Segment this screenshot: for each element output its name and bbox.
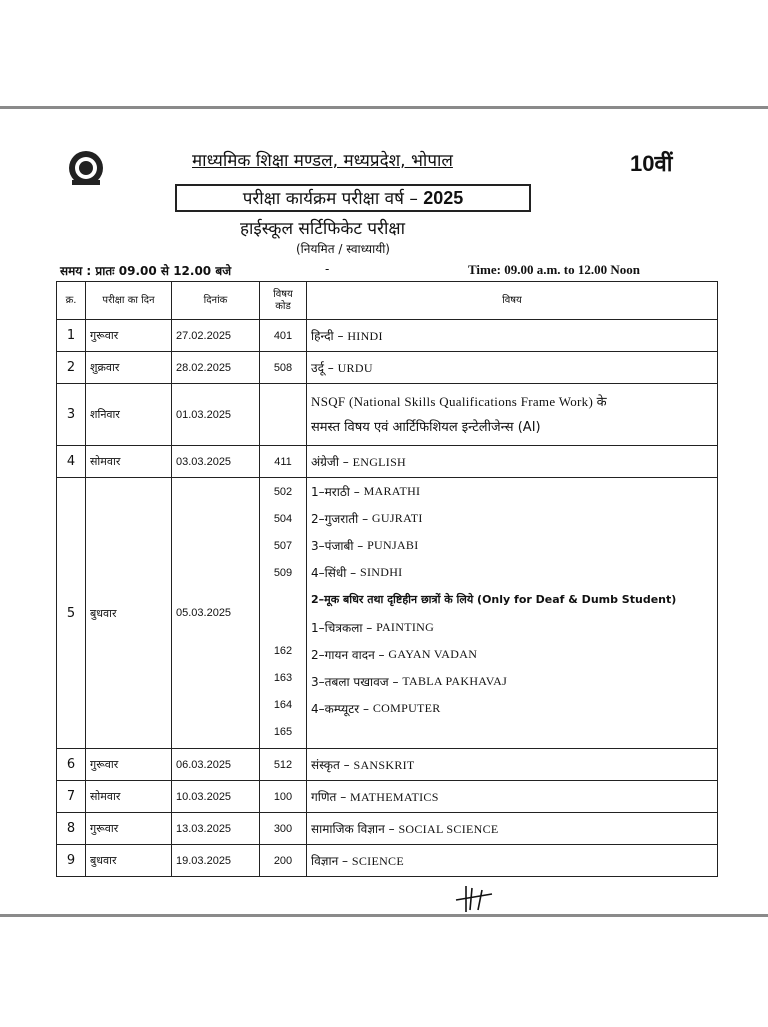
row-subject [307,320,718,352]
row-date: 28.02.2025 [172,352,260,384]
subject-english: MARATHI [363,484,421,498]
row-subject [307,845,718,877]
header-code: विषय कोड [260,282,307,320]
subject-hindi: 2–गुजराती – [311,512,369,526]
row-subject [307,352,718,384]
row-day: गुरूवार [86,320,172,352]
subject-english: PUNJABI [367,538,419,552]
row-codes [260,478,307,749]
header-subject: विषय [307,282,718,320]
subject-hindi: 3–तबला पखावज – [311,675,399,689]
code-cell: 165 [273,725,293,738]
bottom-margin [0,914,768,1027]
row-day: गुरूवार [86,813,172,845]
subject-hindi: संस्कृत – [311,758,350,772]
row-code: 512 [260,749,307,781]
exam-subtitle: हाईस्कूल सर्टिफिकेट परीक्षा [240,219,405,239]
code-cell: 162 [273,644,293,657]
table-row [57,384,718,446]
exam-year: 2025 [423,188,464,208]
code-cell: 507 [273,539,293,552]
subject-hindi: 1–चित्रकला – [311,621,373,635]
row-day: बुधवार [86,845,172,877]
list-item [311,695,713,722]
subject-english: TABLA PAKHAVAJ [402,674,508,688]
table-row [57,478,718,749]
table-row [57,845,718,877]
row-day: सोमवार [86,781,172,813]
row-date: 19.03.2025 [172,845,260,877]
list-item [311,478,713,505]
subject-english: COMPUTER [372,701,441,715]
subject-english: SOCIAL SCIENCE [398,822,499,836]
row-sr: 8 [57,813,86,845]
row-code [260,384,307,446]
row-day: सोमवार [86,446,172,478]
deaf-dumb-note: 2–मूक बधिर तथा दृष्टिहीन छात्रों के लिये (Only for Deaf & Dumb Student) [311,593,677,606]
subject-english: SINDHI [360,565,403,579]
top-margin [0,0,768,109]
list-item [311,505,713,532]
subject-hindi: 4–कम्प्यूटर – [311,702,370,716]
code-cell: 163 [273,671,293,684]
row-subjects [307,478,718,749]
table-row [57,781,718,813]
subject-english: MATHEMATICS [350,790,439,804]
row-day: शनिवार [86,384,172,446]
row-sr: 4 [57,446,86,478]
time-english: Time: 09.00 a.m. to 12.00 Noon [468,262,641,277]
row-sr: 6 [57,749,86,781]
row-code: 508 [260,352,307,384]
row-date: 13.03.2025 [172,813,260,845]
subject-hindi: उर्दू – [311,361,334,375]
row-code: 200 [260,845,307,877]
list-item [311,668,713,695]
row-date: 05.03.2025 [172,478,260,749]
subject-english: SANSKRIT [353,758,415,772]
row-date: 10.03.2025 [172,781,260,813]
subject-hindi: विज्ञान – [311,854,349,868]
list-item [311,614,713,641]
list-item [311,559,713,586]
time-hindi: समय : प्रातः 09.00 से 12.00 बजे [60,264,232,278]
list-item [311,641,713,668]
code-cell: 164 [273,698,293,711]
exam-title-text: परीक्षा कार्यक्रम परीक्षा वर्ष – [242,189,418,209]
subject-hindi: 2–गायन वादन – [311,648,385,662]
row-sr: 7 [57,781,86,813]
row-code: 300 [260,813,307,845]
class-label: 10वीं [630,151,673,176]
code-cell: 509 [273,566,293,579]
subject-english: HINDI [347,329,383,343]
row-day: गुरूवार [86,749,172,781]
row-sr: 3 [57,384,86,446]
row-date: 03.03.2025 [172,446,260,478]
subject-hindi: अंग्रेजी – [311,455,349,469]
row-subject [307,813,718,845]
subject-english: SCIENCE [351,854,404,868]
signature-mark [452,884,496,914]
row-date: 27.02.2025 [172,320,260,352]
board-name: माध्यमिक शिक्षा मण्डल, मध्यप्रदेश, भोपाल [192,151,453,171]
subject-hindi: सामाजिक विज्ञान – [311,822,395,836]
row-sr: 9 [57,845,86,877]
table-row [57,352,718,384]
row-code: 401 [260,320,307,352]
subject-hindi: 4–सिंधी – [311,566,357,580]
row-day: शुक्रवार [86,352,172,384]
subject-english: URDU [337,361,373,375]
table-row [57,446,718,478]
row-date: 01.03.2025 [172,384,260,446]
exam-schedule-table [56,281,718,877]
row-date: 06.03.2025 [172,749,260,781]
code-spacer [264,586,302,637]
table-row [57,813,718,845]
time-separator: - [325,262,330,276]
subject-hindi: 1–मराठी – [311,485,360,499]
exam-title [175,184,531,212]
row-sr: 1 [57,320,86,352]
header-sr: क्र. [57,282,86,320]
row-code: 100 [260,781,307,813]
header-day: परीक्षा का दिन [86,282,172,320]
row-subject [307,384,718,446]
row-subject [307,446,718,478]
board-emblem-icon [64,148,108,188]
row-subject [307,749,718,781]
header-date: दिनांक [172,282,260,320]
candidate-type-note: (नियमित / स्वाध्यायी) [296,242,390,256]
code-cell: 504 [273,512,293,525]
subject-english: PAINTING [376,620,435,634]
subject-line-1: NSQF (National Skills Qualifications Frame Work) के [311,393,607,409]
subject-hindi: 3–पंजाबी – [311,539,364,553]
subject-english: GUJRATI [371,511,423,525]
subject-hindi: हिन्दी – [311,329,344,343]
subject-line-2: समस्त विषय एवं आर्टिफिशियल इन्टेलीजेन्स (AI) [311,419,541,435]
row-sr: 2 [57,352,86,384]
row-code: 411 [260,446,307,478]
row-sr: 5 [57,478,86,749]
code-cell: 502 [273,485,293,498]
table-header-row [57,282,718,320]
subject-english: GAYAN VADAN [388,647,478,661]
list-item [311,532,713,559]
table-row [57,320,718,352]
table-row [57,749,718,781]
row-subject [307,781,718,813]
row-day: बुधवार [86,478,172,749]
subject-english: ENGLISH [352,455,407,469]
subject-hindi: गणित – [311,790,347,804]
